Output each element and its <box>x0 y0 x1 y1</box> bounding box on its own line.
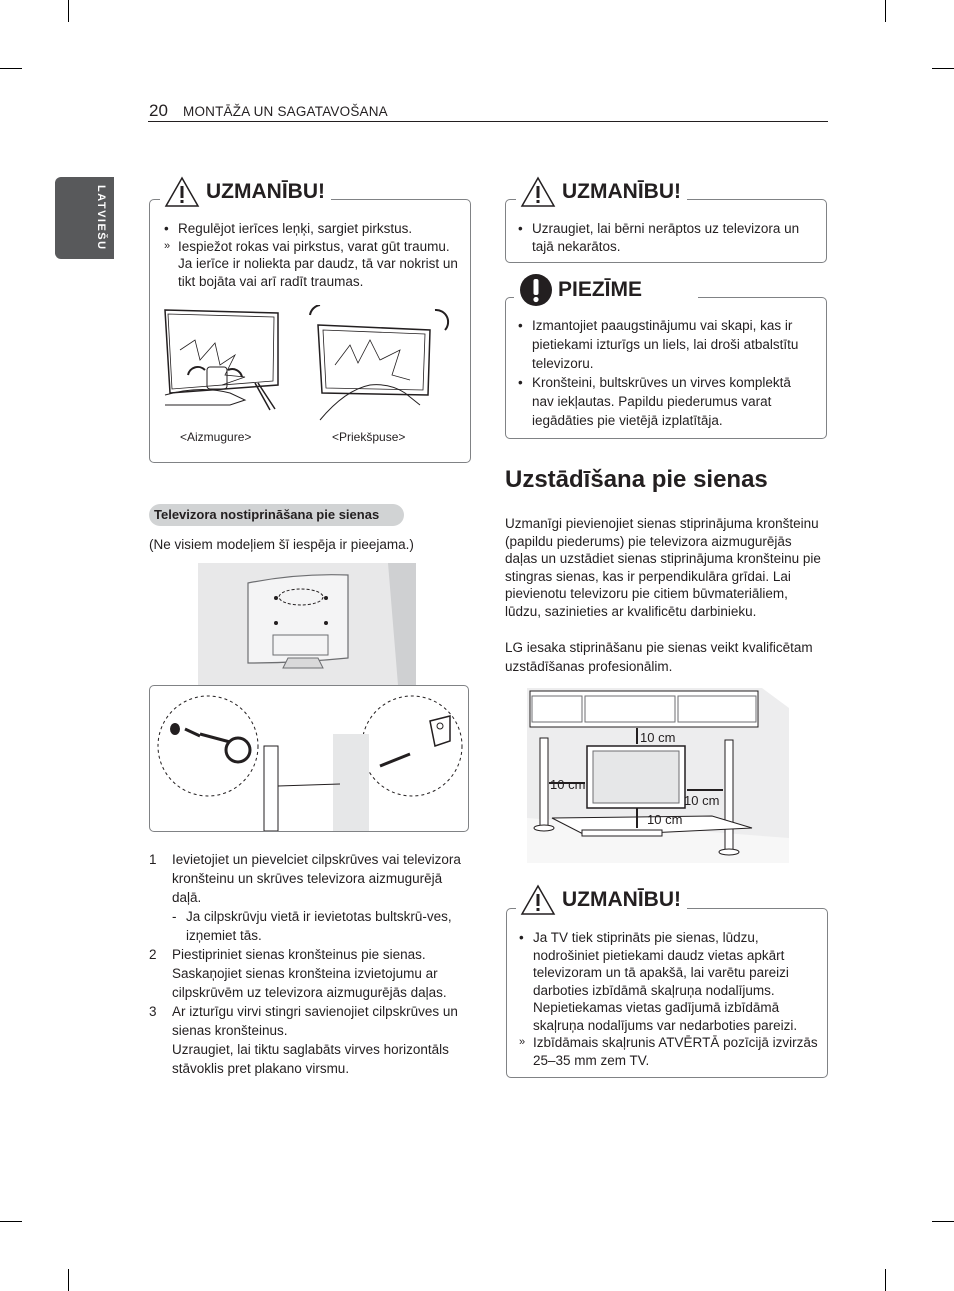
crop-mark <box>932 68 954 69</box>
tv-front-drawing <box>310 305 448 420</box>
step-1-sub: - Ja cilpskrūvju vietā ir ievietotas bultskrū-ves, izņemiet tās. <box>172 909 452 943</box>
warning-icon <box>520 884 556 916</box>
step-3 <box>149 1002 469 1078</box>
caution-list <box>164 220 466 290</box>
step-number: 2 <box>149 947 157 962</box>
wall-mount-recommendation: LG iesaka stiprināšanu pie sienas veikt kvalificētam uzstādīšanas profesionālim. <box>505 640 813 674</box>
step-text: Piestipriniet sienas kronšteinus pie sienas. Saskaņojiet sienas kronšteina izvietojumu ar cilpskrūvēm uz televizora aizmugurējās daļas. <box>172 947 447 1000</box>
note-bullet: • Kronšteini, bultskrūves un virves komplektā nav iekļautas. Papildu piederumus varat iegādāties pie vietējā izplatītāja. <box>518 373 816 430</box>
caution-heading <box>516 176 687 208</box>
caution-heading <box>516 884 687 916</box>
note-bullet: • Izmantojiet paaugstinājumu vai skapi, kas ir pietiekami izturīgs un liels, lai droši atbalstītu televizoru. <box>518 316 816 373</box>
caution-box <box>506 908 828 1078</box>
language-tab <box>55 177 114 259</box>
crop-mark <box>0 1221 22 1222</box>
step-3-extra: Uzraugiet, lai tiktu saglabāts virves horizontāls stāvoklis pret plakano virsmu. <box>172 1042 449 1076</box>
step-number: 3 <box>149 1004 157 1019</box>
dimension-label-left: 10 cm <box>550 777 586 792</box>
warning-icon <box>164 176 200 208</box>
tv-back-drawing <box>165 310 278 410</box>
step-1 <box>149 850 469 945</box>
caution-heading <box>160 176 331 208</box>
caution-list <box>519 929 819 1069</box>
note-box <box>505 297 827 439</box>
step-text: Ar izturīgu virvi stingri savienojiet cilpskrūves un sienas kronšteinus. <box>172 1004 458 1038</box>
note-heading <box>514 272 698 308</box>
language-tab-label: LATVIEŠU <box>95 185 107 251</box>
availability-note: (Ne visiem modeļiem šī iespēja ir pieejama.) <box>149 537 414 552</box>
header-rule <box>148 121 828 122</box>
caption-front: <Priekšpuse> <box>332 430 406 444</box>
instruction-steps <box>149 850 469 1078</box>
step-sub-text: Ja cilpskrūvju vietā ir ievietotas bultskrū-ves, izņemiet tās. <box>186 909 452 943</box>
dimension-label-right: 10 cm <box>684 793 720 808</box>
subsection-heading: Televizora nostiprināšana pie sienas <box>149 504 404 526</box>
crop-mark <box>68 1269 69 1291</box>
caution-bullet: • Ja TV tiek stiprināts pie sienas, lūdzu, nodrošiniet pietiekami daudz vietas apkārt televizoram un tā apakšā, lai varētu pareizi darboties izbīdāmā skaļruņa nodalījums. Nepietiekamas vietas gadījumā izbīdāmā skaļruņa nodalījums var nedarboties pareizi. <box>519 929 819 1034</box>
tv-wall-illustration <box>198 563 416 685</box>
wall-mount-paragraph: Uzmanīgi pievienojiet sienas stiprinājuma kronšteinu (papildu piederums) pie televizora aizmugurējās daļas un uzstādiet sienas stiprinājuma kronšteinu pie stingras sienas, kas ir perpendikulāra grīdai. Lai pievienotu televizoru pie citiem būvmateriāliem, lūdzu, sazinieties ar kvalificētu darbinieku. <box>505 516 821 619</box>
note-title: PIEZĪME <box>558 278 643 301</box>
bracket-detail-frame <box>149 685 469 832</box>
crop-mark <box>885 0 886 22</box>
step-2 <box>149 945 469 1002</box>
caution-title: UZMANĪBU! <box>562 888 681 911</box>
dimension-label-top: 10 cm <box>640 730 676 745</box>
tv-tilt-illustration <box>160 305 460 425</box>
caution-result: » Iespiežot rokas vai pirkstus, varat gūt traumu. Ja ierīce ir noliekta par daudz, tā var nokrist un tikt bojāta vai arī radīt traumas. <box>164 238 466 291</box>
caution-bullet: • Uzraugiet, lai bērni nerāptos uz televizora un tajā nekarātos. <box>518 220 816 255</box>
warning-icon <box>520 176 556 208</box>
step-text: Ievietojiet un pievelciet cilpskrūves vai televizora kronšteinu un skrūves televizora aizmugurējā daļā. <box>172 852 461 905</box>
page-number: 20 <box>149 101 168 120</box>
caution-title: UZMANĪBU! <box>206 180 325 203</box>
caption-back: <Aizmugure> <box>180 430 252 444</box>
caution-title: UZMANĪBU! <box>562 180 681 203</box>
caution-bullet: • Regulējot ierīces leņķi, sargiet pirkstus. <box>164 220 466 238</box>
crop-mark <box>68 0 69 22</box>
crop-mark <box>0 68 22 69</box>
caution-box <box>149 199 471 463</box>
caution-result: » Izbīdāmais skaļrunis ATVĒRTĀ pozīcijā izvirzās 25–35 mm zem TV. <box>519 1034 819 1069</box>
wall-mount-clearance-illustration <box>527 688 789 863</box>
exclamation-circle-icon <box>518 272 554 308</box>
dimension-label-bottom: 10 cm <box>647 812 683 827</box>
caution-box <box>505 199 827 263</box>
note-list <box>518 316 816 430</box>
step-number: 1 <box>149 852 157 867</box>
caution-list <box>518 220 816 255</box>
crop-mark <box>885 1269 886 1291</box>
section-title: Uzstādīšana pie sienas <box>505 466 768 493</box>
crop-mark <box>932 1221 954 1222</box>
section-header: MONTĀŽA UN SAGATAVOŠANA <box>183 104 388 119</box>
eye-bolt-bracket-illustration <box>150 686 468 831</box>
